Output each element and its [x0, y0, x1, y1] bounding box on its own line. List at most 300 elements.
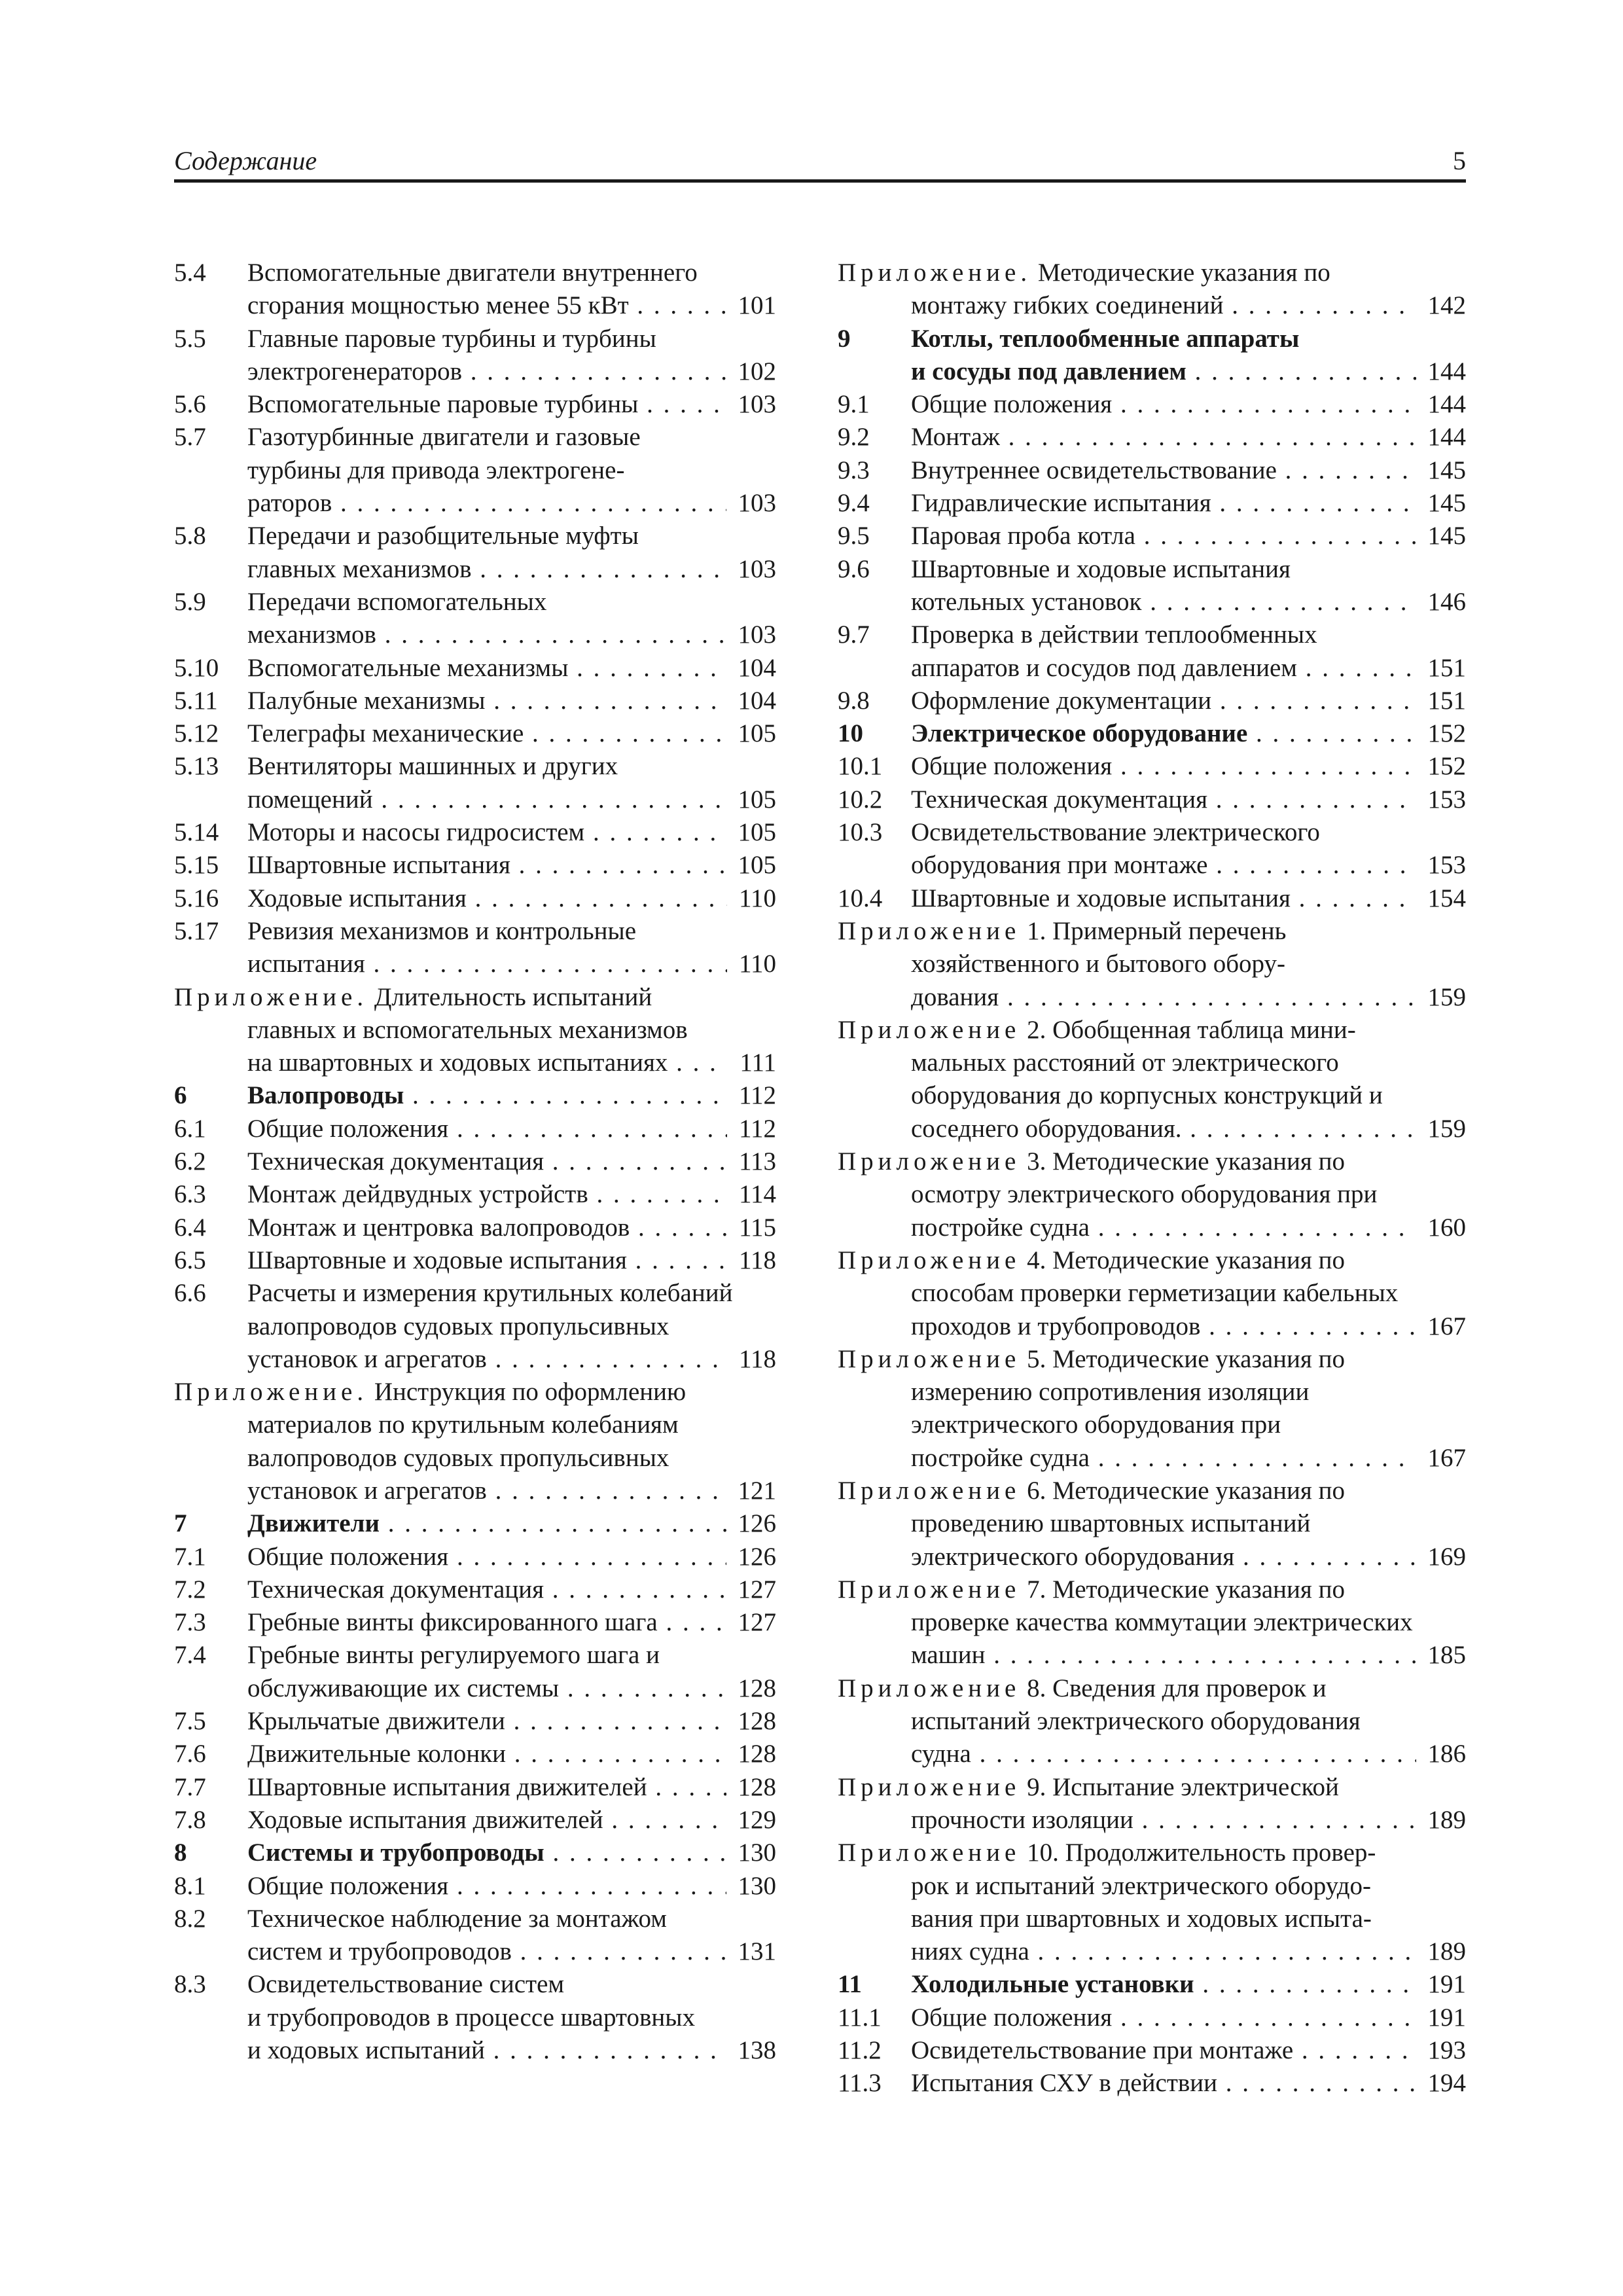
- section-title-text: Внутреннее освидетельствование: [911, 456, 1277, 484]
- toc-entry[interactable]: [174, 1771, 776, 1804]
- section-number: 7.4: [174, 1641, 206, 1670]
- section-title: [247, 257, 776, 289]
- toc-line: [174, 1145, 776, 1178]
- toc-entry[interactable]: [174, 1079, 776, 1112]
- page-number-ref: 104: [726, 685, 777, 717]
- section-title-text: оборудования до корпусных конструкций и: [911, 1081, 1383, 1110]
- section-number: 5.7: [174, 423, 206, 452]
- section-title-text: монтажу гибких соединений: [911, 291, 1224, 320]
- section-title: [247, 1935, 776, 1968]
- appendix-entry[interactable]: [174, 981, 776, 1080]
- toc-line: [838, 355, 1466, 388]
- toc-entry[interactable]: [838, 619, 1466, 685]
- toc-entry[interactable]: [174, 849, 776, 882]
- section-title: [911, 1705, 1466, 1738]
- page-number-ref: 144: [1416, 388, 1467, 421]
- section-title: [247, 2034, 776, 2067]
- toc-line: [838, 750, 1466, 783]
- toc-line: [174, 619, 776, 651]
- toc-entry[interactable]: [838, 2067, 1466, 2100]
- section-title: [247, 388, 776, 421]
- toc-line: [174, 1573, 776, 1606]
- toc-line: [838, 619, 1466, 651]
- toc-entry[interactable]: [174, 1738, 776, 1770]
- section-title: [838, 1475, 1466, 1507]
- toc-entry[interactable]: [174, 1837, 776, 1869]
- section-title: [911, 948, 1466, 980]
- section-title: [247, 948, 776, 980]
- toc-line: [838, 1079, 1466, 1112]
- page-number-ref: 189: [1416, 1804, 1467, 1837]
- toc-entry[interactable]: [174, 586, 776, 652]
- toc-line: [838, 1145, 1466, 1178]
- section-title: [911, 717, 1466, 750]
- toc-line: [838, 1408, 1466, 1441]
- toc-line: [174, 1376, 776, 1408]
- toc-line: [838, 1738, 1466, 1770]
- section-number: 5.12: [174, 719, 219, 748]
- toc-entry[interactable]: [174, 1804, 776, 1837]
- section-title-text: оборудования при монтаже: [911, 851, 1208, 880]
- page-number-ref: 103: [726, 487, 777, 520]
- section-number: 5.10: [174, 653, 219, 682]
- toc-line: [838, 388, 1466, 421]
- toc-line: [838, 1837, 1466, 1869]
- toc-line: [174, 1672, 776, 1705]
- toc-line: [838, 1244, 1466, 1277]
- section-title-text: Монтаж: [911, 423, 1000, 452]
- toc-line: [838, 915, 1466, 948]
- page-number-ref: 105: [726, 816, 777, 849]
- section-title-text: Передачи вспомогательных: [247, 587, 547, 616]
- toc-line: [174, 685, 776, 717]
- section-title-text: котельных установок: [911, 587, 1142, 616]
- page-number-ref: 186: [1416, 1738, 1467, 1770]
- section-title-text: 4. Методические указания по: [1027, 1246, 1345, 1274]
- section-title-text: Ходовые испытания: [247, 884, 467, 912]
- section-title: [247, 816, 776, 849]
- section-title-text: Валопроводы: [247, 1081, 404, 1110]
- toc-line: [838, 1771, 1466, 1804]
- toc-line: [838, 2034, 1466, 2067]
- section-title: [247, 783, 776, 816]
- toc-entry[interactable]: [174, 520, 776, 586]
- section-number: 7.6: [174, 1740, 206, 1768]
- section-title: [911, 1310, 1466, 1343]
- page-number-ref: 153: [1416, 849, 1467, 882]
- toc-entry[interactable]: [174, 1211, 776, 1244]
- appendix-entry[interactable]: [838, 1573, 1466, 1672]
- section-number: 5.8: [174, 522, 206, 550]
- section-title: [247, 1672, 776, 1705]
- toc-entry[interactable]: [174, 717, 776, 750]
- toc-entry[interactable]: [838, 717, 1466, 750]
- toc-line: [174, 2034, 776, 2067]
- section-title-text: Техническая документация: [911, 785, 1208, 814]
- toc-line: [838, 1047, 1466, 1079]
- appendix-entry[interactable]: [838, 1771, 1466, 1837]
- toc-entry[interactable]: [838, 323, 1466, 389]
- section-title-text: Палубные механизмы: [247, 686, 486, 715]
- section-title-text: Гидравлические испытания: [911, 489, 1211, 518]
- section-title-text: электрогенераторов: [247, 357, 462, 386]
- page-number-ref: 191: [1416, 2001, 1467, 2034]
- toc-line: [174, 586, 776, 619]
- section-title-text: Оформление документации: [911, 686, 1212, 715]
- section-title: [247, 1870, 776, 1903]
- toc-line: [838, 1310, 1466, 1343]
- page-number-ref: 105: [726, 717, 777, 750]
- toc-entry[interactable]: [174, 1573, 776, 1606]
- section-title-text: Общие положения: [247, 1542, 449, 1571]
- toc-entry[interactable]: [174, 1244, 776, 1277]
- section-title: [247, 454, 776, 487]
- toc-line: [838, 1343, 1466, 1376]
- section-title-text: Швартовные испытания: [247, 851, 510, 880]
- toc-line: [838, 487, 1466, 520]
- section-title: [247, 849, 776, 882]
- section-number: 9.3: [838, 456, 870, 484]
- section-number: 9.8: [838, 686, 870, 715]
- section-number: 7.7: [174, 1772, 206, 1801]
- section-title: [911, 1408, 1466, 1441]
- section-number: 8.1: [174, 1871, 206, 1900]
- section-number: 10.2: [838, 785, 883, 814]
- section-number: 5.4: [174, 259, 206, 287]
- section-title-text: Вентиляторы машинных и других: [247, 752, 618, 781]
- toc-line: [174, 981, 776, 1014]
- appendix-entry[interactable]: [838, 1837, 1466, 1968]
- section-title-text: Монтаж и центровка валопроводов: [247, 1213, 630, 1242]
- toc-line: [838, 1113, 1466, 1145]
- section-title: [247, 652, 776, 685]
- section-number: 8.2: [174, 1904, 206, 1933]
- appendix-entry[interactable]: [174, 1376, 776, 1507]
- section-title: [911, 1738, 1466, 1770]
- toc-line: [838, 1804, 1466, 1837]
- toc-line: [838, 652, 1466, 685]
- section-title-text: 7. Методические указания по: [1027, 1575, 1345, 1604]
- toc-line: [174, 1837, 776, 1869]
- toc-entry[interactable]: [174, 915, 776, 981]
- section-title-text: испытаний электрического оборудования: [911, 1707, 1361, 1736]
- page-number-ref: 110: [727, 948, 776, 980]
- page-number-ref: 152: [1416, 717, 1467, 750]
- toc-line: [174, 487, 776, 520]
- section-title-text: систем и трубопроводов: [247, 1937, 512, 1966]
- toc-entry[interactable]: [838, 520, 1466, 552]
- section-title: [247, 1705, 776, 1738]
- section-number: 8: [174, 1839, 187, 1867]
- appendix-label: Приложение: [838, 1476, 1021, 1505]
- toc-line: [838, 1442, 1466, 1475]
- toc-entry[interactable]: [838, 421, 1466, 454]
- section-title: [911, 1639, 1466, 1672]
- toc-line: [174, 1705, 776, 1738]
- appendix-label: Приложение: [838, 1772, 1021, 1801]
- section-title: [247, 1573, 776, 1606]
- section-title: [247, 1145, 776, 1178]
- section-title: [247, 520, 776, 552]
- toc-entry[interactable]: [838, 685, 1466, 717]
- appendix-entry[interactable]: [838, 1145, 1466, 1244]
- toc-entry[interactable]: [174, 323, 776, 389]
- toc-entry[interactable]: [174, 1178, 776, 1211]
- section-title: [911, 388, 1466, 421]
- section-number: 7.5: [174, 1707, 206, 1736]
- toc-entry[interactable]: [174, 750, 776, 816]
- section-title: [911, 1606, 1466, 1639]
- section-title: [247, 1178, 776, 1211]
- toc-entry[interactable]: [174, 652, 776, 685]
- toc-line: [174, 1442, 776, 1475]
- toc-entry[interactable]: [174, 1968, 776, 2067]
- toc-entry[interactable]: [174, 1507, 776, 1540]
- section-number: 10.1: [838, 752, 883, 781]
- section-title: [247, 1079, 776, 1112]
- toc-line: [174, 1310, 776, 1343]
- appendix-label: Приложение: [838, 1246, 1021, 1274]
- toc-entry[interactable]: [174, 1541, 776, 1573]
- section-title-text: установок и агрегатов: [247, 1476, 487, 1505]
- toc-line: [838, 257, 1466, 289]
- section-number: 6.1: [174, 1114, 206, 1143]
- toc-entry[interactable]: [174, 1639, 776, 1705]
- section-title-text: Ревизия механизмов и контрольные: [247, 916, 637, 945]
- toc-line: [174, 1408, 776, 1441]
- toc-line: [174, 1475, 776, 1507]
- section-title-text: рок и испытаний электрического оборудо-: [911, 1871, 1372, 1900]
- section-title: [247, 1507, 776, 1540]
- section-title: [911, 1376, 1466, 1408]
- toc-line: [838, 1639, 1466, 1672]
- page-number-ref: 145: [1416, 487, 1467, 520]
- section-title-text: Инструкция по оформлению: [374, 1378, 687, 1407]
- toc-line: [174, 1935, 776, 1968]
- section-title-text: постройке судна: [911, 1213, 1090, 1242]
- section-title-text: Швартовные и ходовые испытания: [911, 554, 1291, 583]
- section-number: 6: [174, 1081, 187, 1110]
- section-title-text: Испытания СХУ в действии: [911, 2069, 1218, 2098]
- section-title-text: помещений: [247, 785, 373, 814]
- toc-entry[interactable]: [174, 1606, 776, 1639]
- section-title-text: 8. Сведения для проверок и: [1027, 1674, 1327, 1702]
- page-number-ref: 144: [1416, 355, 1467, 388]
- section-title: [911, 1903, 1466, 1935]
- toc-line: [174, 1507, 776, 1540]
- toc-entry[interactable]: [174, 388, 776, 421]
- toc-line: [174, 1968, 776, 2001]
- toc-entry[interactable]: [174, 816, 776, 849]
- section-number: 7.8: [174, 1805, 206, 1834]
- section-number: 10: [838, 719, 863, 748]
- section-number: 9.5: [838, 522, 870, 550]
- toc-line: [174, 652, 776, 685]
- toc-line: [174, 323, 776, 355]
- section-title: [247, 1968, 776, 2001]
- toc-line: [174, 1079, 776, 1112]
- appendix-entry[interactable]: [838, 1475, 1466, 1573]
- section-title: [247, 1771, 776, 1804]
- section-number: 9.4: [838, 489, 870, 518]
- section-title-text: Швартовные и ходовые испытания: [247, 1246, 627, 1274]
- section-title: [911, 421, 1466, 454]
- section-title-text: Проверка в действии теплообменных: [911, 620, 1317, 649]
- section-number: 5.16: [174, 884, 219, 912]
- toc-entry[interactable]: [174, 257, 776, 323]
- toc-line: [174, 1804, 776, 1837]
- section-title: [247, 882, 776, 915]
- appendix-label: Приложение: [838, 1015, 1021, 1044]
- page-number-ref: 167: [1416, 1310, 1467, 1343]
- section-number: 7.2: [174, 1575, 206, 1604]
- section-title: [911, 355, 1466, 388]
- section-title-text: Холодильные установки: [911, 1970, 1194, 1999]
- appendix-entry[interactable]: [838, 1014, 1466, 1145]
- toc-entry[interactable]: [838, 388, 1466, 421]
- appendix-entry[interactable]: [838, 1672, 1466, 1771]
- page-number-ref: 146: [1416, 586, 1467, 619]
- section-title: [911, 849, 1466, 882]
- toc-line: [174, 355, 776, 388]
- section-title: [911, 553, 1466, 586]
- section-title-text: постройке судна: [911, 1443, 1090, 1472]
- toc-line: [838, 1178, 1466, 1211]
- section-title-text: 6. Методические указания по: [1027, 1476, 1345, 1505]
- toc-line: [838, 289, 1466, 322]
- toc-entry[interactable]: [838, 1968, 1466, 2001]
- page-number-ref: 128: [726, 1705, 777, 1738]
- section-title: [911, 652, 1466, 685]
- page-number-ref: 138: [726, 2034, 777, 2067]
- toc-entry[interactable]: [174, 1870, 776, 1903]
- appendix-label: Приложение.: [838, 259, 1032, 287]
- page-number-ref: 131: [726, 1935, 777, 1968]
- page-number-ref: 191: [1416, 1968, 1467, 2001]
- toc-line: [838, 882, 1466, 915]
- appendix-entry[interactable]: [838, 257, 1466, 323]
- toc-line: [838, 454, 1466, 487]
- section-title-text: Котлы, теплообменные аппараты: [911, 324, 1300, 353]
- section-title: [838, 257, 1466, 289]
- section-title: [911, 783, 1466, 816]
- section-title-text: главных и вспомогательных механизмов: [247, 1015, 688, 1044]
- section-title: [911, 323, 1466, 355]
- page-number-ref: 113: [727, 1145, 776, 1178]
- section-title: [247, 323, 776, 355]
- toc-entry[interactable]: [838, 783, 1466, 816]
- toc-line: [174, 1211, 776, 1244]
- section-number: 9.7: [838, 620, 870, 649]
- appendix-label: Приложение: [838, 1674, 1021, 1702]
- toc-line: [174, 1541, 776, 1573]
- page-number-ref: 128: [726, 1672, 777, 1705]
- section-title: [247, 553, 776, 586]
- toc-entry[interactable]: [174, 1113, 776, 1145]
- toc-entry[interactable]: [838, 487, 1466, 520]
- toc-line: [174, 421, 776, 454]
- section-title-text: Освидетельствование электрического: [911, 818, 1320, 847]
- page-number-ref: 121: [726, 1475, 777, 1507]
- page-number-ref: 112: [727, 1113, 776, 1145]
- running-header: [174, 145, 1466, 183]
- toc-entry[interactable]: [174, 1277, 776, 1376]
- section-title-text: главных механизмов: [247, 554, 472, 583]
- section-title-text: Освидетельствование при монтаже: [911, 2036, 1294, 2065]
- appendix-entry[interactable]: [838, 915, 1466, 1014]
- section-title-text: раторов: [247, 489, 332, 518]
- toc-entry[interactable]: [174, 1903, 776, 1969]
- section-number: 9.1: [838, 390, 870, 419]
- toc-column-right: [838, 257, 1466, 2100]
- toc-entry[interactable]: [838, 882, 1466, 915]
- toc-entry[interactable]: [838, 454, 1466, 487]
- section-title: [911, 816, 1466, 849]
- section-number: 11.1: [838, 2003, 882, 2032]
- section-title-text: Техническая документация: [247, 1147, 544, 1176]
- toc-entry[interactable]: [838, 553, 1466, 619]
- section-title: [911, 1113, 1466, 1145]
- appendix-label: Приложение: [838, 916, 1021, 945]
- toc-entry[interactable]: [838, 2001, 1466, 2034]
- section-number: 6.6: [174, 1279, 206, 1308]
- toc-entry[interactable]: [174, 882, 776, 915]
- section-title: [838, 1014, 1466, 1047]
- toc-line: [174, 1277, 776, 1310]
- toc-entry[interactable]: [838, 750, 1466, 783]
- section-title-text: вания при швартовных и ходовых испыта-: [911, 1904, 1372, 1933]
- toc-entry[interactable]: [174, 685, 776, 717]
- appendix-label: Приложение.: [174, 1378, 368, 1407]
- section-title-text: Ходовые испытания движителей: [247, 1805, 603, 1834]
- section-title-text: Движительные колонки: [247, 1740, 507, 1768]
- section-title-text: проведению швартовных испытаний: [911, 1509, 1311, 1538]
- section-title: [247, 421, 776, 454]
- section-title-text: Общие положения: [911, 752, 1113, 781]
- section-title-text: Техническая документация: [247, 1575, 544, 1604]
- section-title-text: и сосуды под давлением: [911, 357, 1186, 386]
- page-number: 5: [1453, 146, 1466, 175]
- section-title: [911, 1935, 1466, 1968]
- toc-entry[interactable]: [838, 2034, 1466, 2067]
- section-title-text: прочности изоляции: [911, 1805, 1133, 1834]
- toc-entry[interactable]: [838, 816, 1466, 882]
- toc-entry[interactable]: [174, 1145, 776, 1178]
- toc-line: [174, 1014, 776, 1047]
- page-number-ref: 110: [727, 882, 776, 915]
- toc-line: [838, 1541, 1466, 1573]
- section-title: [247, 1113, 776, 1145]
- appendix-entry[interactable]: [838, 1244, 1466, 1343]
- page-number-ref: 169: [1416, 1541, 1467, 1573]
- page-number-ref: 126: [726, 1507, 777, 1540]
- toc-entry[interactable]: [174, 421, 776, 520]
- appendix-entry[interactable]: [838, 1343, 1466, 1475]
- section-number: 11.3: [838, 2069, 882, 2098]
- toc-line: [838, 1935, 1466, 1968]
- section-title-text: хозяйственного и бытового обору-: [911, 950, 1286, 978]
- section-title-text: Освидетельствование систем: [247, 1970, 565, 1999]
- section-title-text: проходов и трубопроводов: [911, 1312, 1201, 1340]
- toc-line: [838, 816, 1466, 849]
- toc-entry[interactable]: [174, 1705, 776, 1738]
- section-title-text: валопроводов судовых пропульсивных: [247, 1443, 669, 1472]
- section-title: [247, 487, 776, 520]
- section-title-text: 10. Продолжительность провер-: [1027, 1839, 1376, 1867]
- section-title: [911, 1211, 1466, 1244]
- section-title: [911, 1968, 1466, 2001]
- section-title-text: Электрическое оборудование: [911, 719, 1248, 748]
